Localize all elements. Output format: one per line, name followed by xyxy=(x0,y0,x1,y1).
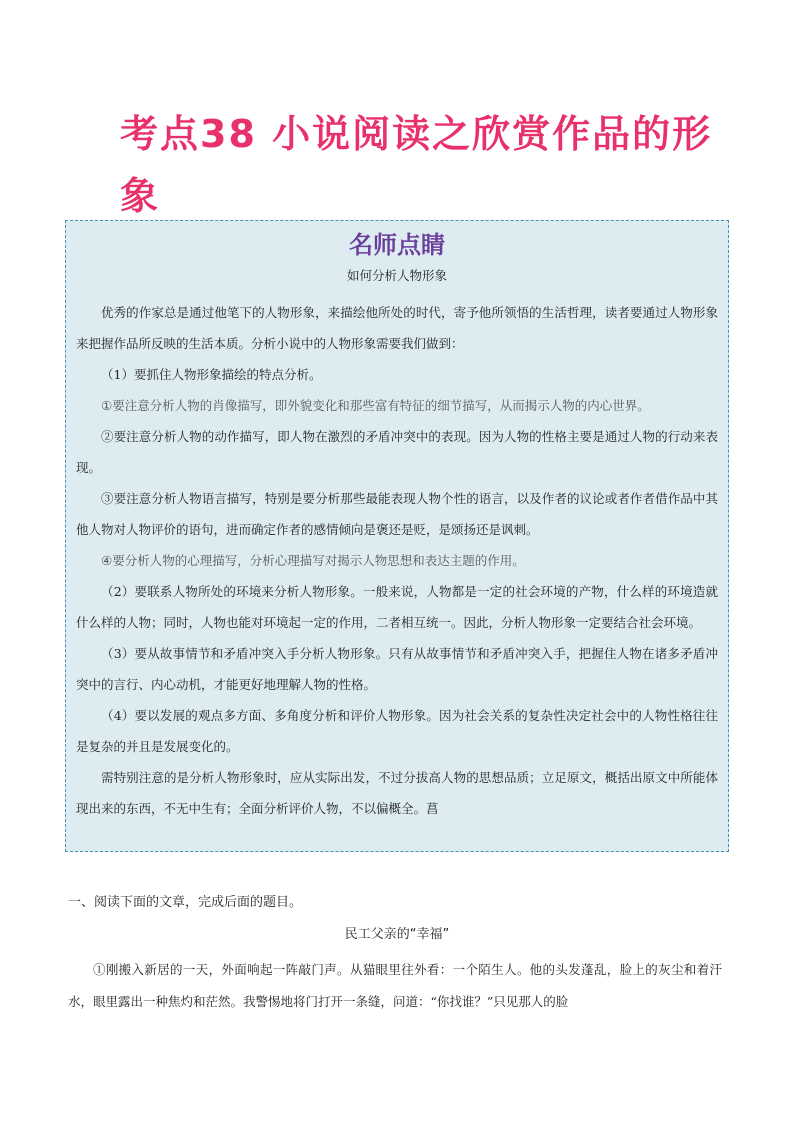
page-title: 考点38 小说阅读之欣赏作品的形象 xyxy=(120,112,713,218)
tips-paragraph: （2）要联系人物所处的环境来分析人物形象。一般来说，人物都是一定的社会环境的产物，什么样的环境造就什么样的人物；同时，人物也能对环境起一定的作用，二者相互统一。因此，分析人物形象一定要结合社会环境。 xyxy=(76,584,718,630)
tips-body xyxy=(76,297,718,824)
tips-paragraph: 优秀的作家总是通过他笔下的人物形象，来描绘他所处的时代，寄予他所领悟的生活哲理，读者要通过人物形象来把握作品所反映的生活本质。分析小说中的人物形象需要我们做到： xyxy=(76,305,718,351)
tips-paragraph: ②要注意分析人物的动作描写，即人物在激烈的矛盾冲突中的表现。因为人物的性格主要是通过人物的行动来表现。 xyxy=(76,429,718,475)
tips-paragraph: （3）要从故事情节和矛盾冲突入手分析人物形象。只有从故事情节和矛盾冲突入手，把握住人物在诸多矛盾冲突中的言行、内心动机，才能更好地理解人物的性格。 xyxy=(76,646,718,692)
section-heading: 一、阅读下面的文章，完成后面的题目。 xyxy=(68,895,303,910)
story-title: 民工父亲的“幸福” xyxy=(344,927,450,942)
tips-paragraph: 需特别注意的是分析人物形象时，应从实际出发，不过分拔高人物的思想品质；立足原文，概括出原文中所能体现出来的东西，不无中生有；全面分析评价人物，不以偏概全。菖 xyxy=(76,770,718,816)
tips-subheading: 如何分析人物形象 xyxy=(346,268,447,283)
tips-paragraph: （4）要以发展的观点多方面、多角度分析和评价人物形象。因为社会关系的复杂性决定社会中的人物性格往往是复杂的并且是发展变化的。 xyxy=(76,708,718,754)
story-body xyxy=(68,954,722,1018)
tips-paragraph: ③要注意分析人物语言描写，特别是要分析那些最能表现人物个性的语言，以及作者的议论或者作者借作品中其他人物对人物评价的语句，进而确定作者的感情倾向是褒还是贬，是颂扬还是讽刺。 xyxy=(76,491,718,537)
story-paragraph: ①刚搬入新居的一天，外面响起一阵敲门声。从猫眼里往外看：一个陌生人。他的头发蓬乱，脸上的灰尘和着汗水，眼里露出一种焦灼和茫然。我警惕地将门打开一条缝，问道：“你找谁？”只见那人的脸 xyxy=(68,962,722,1009)
tips-box xyxy=(65,220,729,852)
tips-paragraph: （1）要抓住人物形象描绘的特点分析。 xyxy=(101,367,322,382)
tips-heading: 名师点睛 xyxy=(349,230,445,259)
tips-paragraph: ①要注意分析人物的肖像描写，即外貌变化和那些富有特征的细节描写，从而揭示人物的内心世界。 xyxy=(101,398,650,413)
tips-paragraph: ④要分析人物的心理描写，分析心理描写对揭示人物思想和表达主题的作用。 xyxy=(101,553,525,568)
